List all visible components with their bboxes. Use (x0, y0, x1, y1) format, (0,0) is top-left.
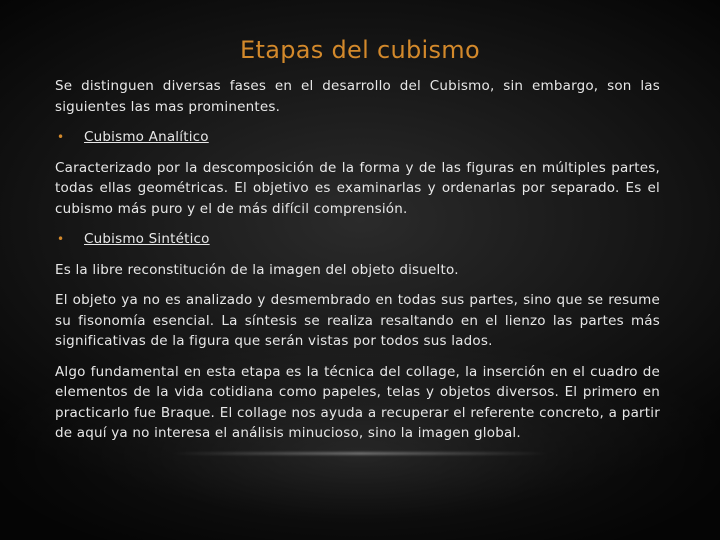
sintetico-paragraph-1: Es la libre reconstitución de la imagen del objeto disuelto. (55, 261, 459, 278)
slide-content (55, 76, 660, 454)
bullet-dot-icon: • (57, 130, 65, 144)
bullet-dot-icon: • (57, 232, 65, 246)
section-heading: Cubismo Analítico (84, 129, 209, 145)
section-heading: Cubismo Sintético (84, 231, 210, 247)
bullet-cubismo-sintetico (55, 229, 660, 250)
sintetico-paragraph-2: El objeto ya no es analizado y desmembrado en todas sus partes, sino que se resume su fisonomía esencial. La síntesis se realiza resaltando en el lienzo las partes más significativas de la figura que serán vistas por todos sus lados. (55, 292, 660, 349)
bullet-cubismo-analitico (55, 127, 660, 148)
slide-title: Etapas del cubismo (240, 36, 480, 64)
analitico-description: Caracterizado por la descomposición de la forma y de las figuras en múltiples partes, todas ellas geométricas. El objetivo es examinarlas y ordenarlas por separado. Es el cubismo más puro y el de más difícil comprensión. (55, 159, 660, 217)
intro-paragraph: Se distinguen diversas fases en el desarrollo del Cubismo, sin embargo, son las siguientes las mas prominentes. (55, 78, 660, 115)
sintetico-paragraph-3: Algo fundamental en esta etapa es la técnica del collage, la inserción en el cuadro de elementos de la vida cotidiana como papeles, telas y objetos diversos. El primero en practicarlo fue Braque. El collage nos ayuda a recuperar el referente concreto, a partir de aquí ya no interesa el análisis minucioso, sino la imagen global. (55, 363, 660, 441)
